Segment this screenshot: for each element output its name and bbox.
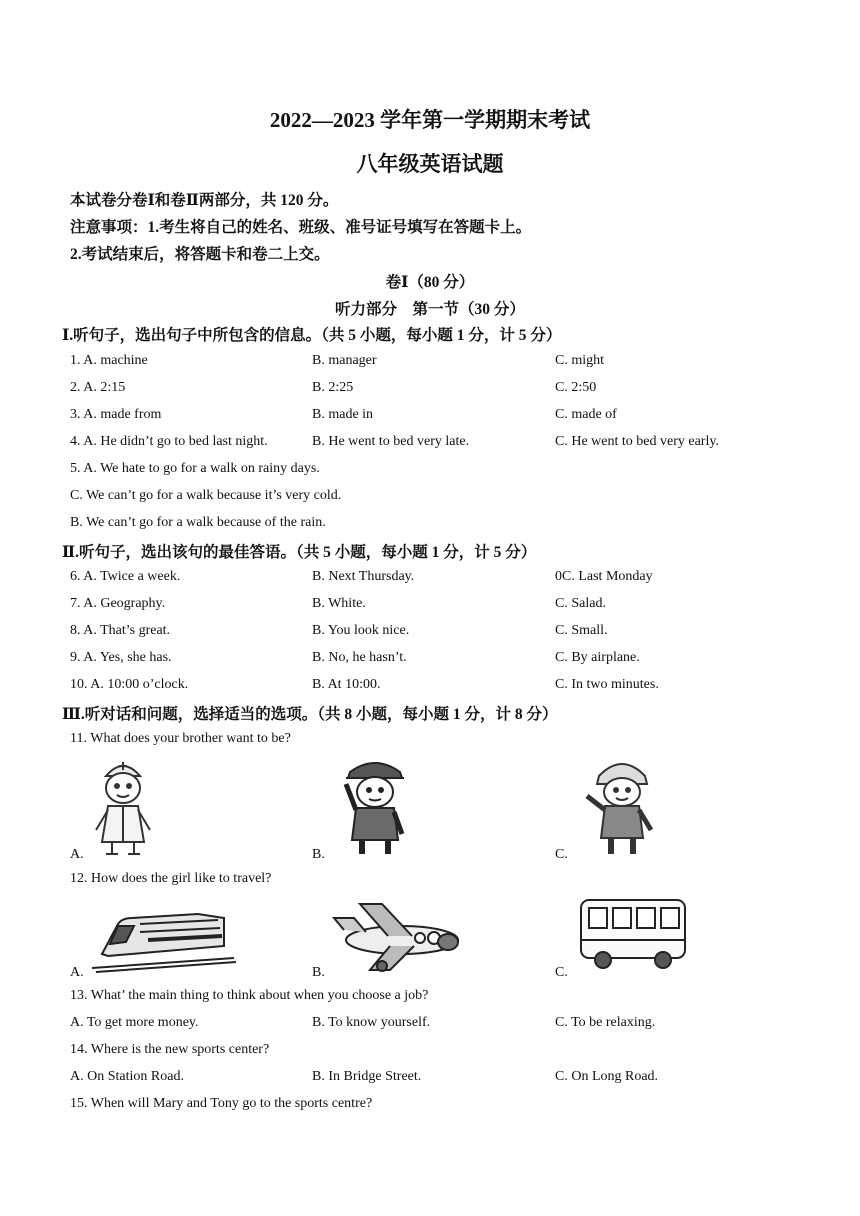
q7-option-c: C. Salad. [555,596,606,611]
q3-option-a: 3. A. made from [70,407,162,422]
q2-option-c: C. 2:50 [555,380,597,395]
q14-option-b: B. In Bridge Street. [312,1069,422,1084]
q12-label-a: A. [70,965,84,980]
q9-option-c: C. By airplane. [555,650,640,665]
intro-line-1: 本试卷分卷Ⅰ和卷Ⅱ两部分，共 120 分。 [70,192,339,209]
q12-label-c: C. [555,965,568,980]
q5-option-c: C. We can’t go for a walk because it’s very cold. [70,488,342,503]
q8-option-a: 8. A. That’s great. [70,623,171,638]
section2-heading: Ⅱ.听句子，选出该句的最佳答语。（共 5 小题，每小题 1 分，计 5 分） [62,544,537,561]
q6-option-c: 0C. Last Monday [555,569,653,584]
q15-question: 15. When will Mary and Tony go to the sports centre? [70,1096,373,1111]
q6-option-a: 6. A. Twice a week. [70,569,181,584]
q12-question: 12. How does the girl like to travel? [70,871,272,886]
q13-question: 13. What’ the main thing to think about when you choose a job? [70,988,429,1003]
doctor-icon [88,754,158,858]
q4-option-b: B. He went to bed very late. [312,434,470,449]
q5-option-a: 5. A. We hate to go for a walk on rainy days. [70,461,320,476]
volume-title: 卷Ⅰ（80 分） [385,274,475,291]
q4-option-c: C. He went to bed very early. [555,434,719,449]
q2-option-b: B. 2:25 [312,380,354,395]
q7-option-b: B. White. [312,596,366,611]
soldier-icon [330,754,420,858]
q14-option-c: C. On Long Road. [555,1069,659,1084]
exam-title: 2022—2023 学年第一学期期末考试 [269,108,591,132]
train-icon [88,906,238,976]
q11-label-b: B. [312,847,325,862]
q13-option-a: A. To get more money. [70,1015,199,1030]
q1-option-a: 1. A. machine [70,353,148,368]
q13-option-b: B. To know yourself. [312,1015,431,1030]
bus-icon [575,896,691,974]
q10-option-c: C. In two minutes. [555,677,659,692]
q8-option-b: B. You look nice. [312,623,410,638]
q2-option-a: 2. A. 2:15 [70,380,126,395]
q10-option-a: 10. A. 10:00 o’clock. [70,677,189,692]
listening-title: 听力部分 第一节（30 分） [335,301,525,318]
q1-option-b: B. manager [312,353,377,368]
q13-option-c: C. To be relaxing. [555,1015,656,1030]
q11-label-c: C. [555,847,568,862]
q8-option-c: C. Small. [555,623,608,638]
q11-label-a: A. [70,847,84,862]
q5-option-b: B. We can’t go for a walk because of the rain. [70,515,326,530]
q3-option-c: C. made of [555,407,617,422]
q9-option-b: B. No, he hasn’t. [312,650,407,665]
q12-label-b: B. [312,965,325,980]
intro-line-3: 2.考试结束后，将答题卡和卷二上交。 [70,246,330,263]
q14-question: 14. Where is the new sports center? [70,1042,270,1057]
worker-icon [577,754,667,858]
q10-option-b: B. At 10:00. [312,677,381,692]
q4-option-a: 4. A. He didn’t go to bed last night. [70,434,268,449]
section1-heading: Ⅰ.听句子，选出句子中所包含的信息。（共 5 小题，每小题 1 分，计 5 分） [62,327,562,344]
q1-option-c: C. might [555,353,605,368]
q11-question: 11. What does your brother want to be? [70,731,291,746]
q9-option-a: 9. A. Yes, she has. [70,650,172,665]
airplane-icon [330,900,470,976]
q7-option-a: 7. A. Geography. [70,596,166,611]
q3-option-b: B. made in [312,407,374,422]
q6-option-b: B. Next Thursday. [312,569,415,584]
section3-heading: Ⅲ.听对话和问题，选择适当的选项。（共 8 小题，每小题 1 分，计 8 分） [62,706,558,723]
exam-subtitle: 八年级英语试题 [356,152,504,176]
q14-option-a: A. On Station Road. [70,1069,184,1084]
intro-line-2: 注意事项：1.考生将自己的姓名、班级、准号证号填写在答题卡上。 [70,219,532,236]
